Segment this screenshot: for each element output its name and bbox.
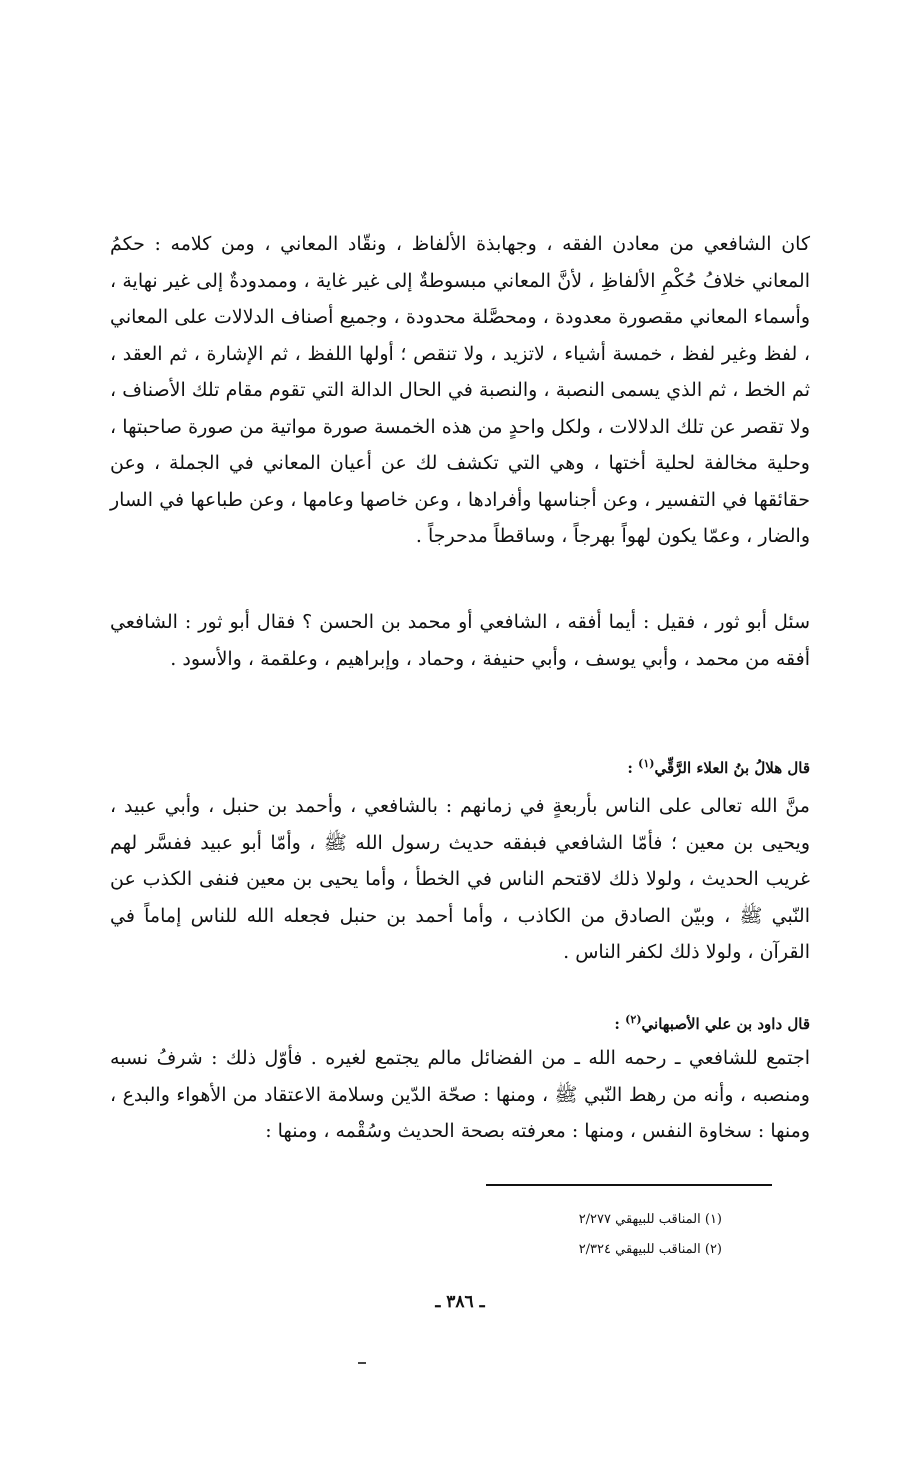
heading-text: قال داود بن علي الأصبهاني — [641, 1015, 810, 1033]
section-heading-hilal — [110, 752, 810, 780]
footnote-separator — [486, 1184, 772, 1186]
heading-colon: : — [614, 1015, 626, 1033]
footnote-1: (١) المناقب للبيهقي ٢/٢٧٧ — [578, 1212, 722, 1227]
heading-text: قال هلالُ بنُ العلاء الرَّقِّي — [654, 759, 810, 777]
paragraph-abu-thawr: سئل أبو ثور ، فقيل : أيما أفقه ، الشافعي أو محمد بن الحسن ؟ فقال أبو ثور : الشافعي أفقه من محمد ، وأبي يوسف ، وأبي حنيفة ، وحماد ، وإبراهيم ، وعلقمة ، والأسود . — [110, 611, 810, 670]
paragraph-dawud-quote: اجتمع للشافعي ـ رحمه الله ـ من الفضائل مالم يجتمع لغيره . فأوّل ذلك : شرفُ نسبه ومنصبه ، وأنه من رهط النّبي ﷺ ، ومنها : صحّة الدّين وسلامة الاعتقاد من الأهواء والبدع ، ومنها : سخاوة النفس ، ومنها : معرفته بصحة الحديث وسُقْمه ، ومنها : — [110, 1047, 810, 1142]
scan-mark — [358, 1362, 366, 1364]
heading-colon: : — [627, 759, 639, 777]
footnote-2: (٢) المناقب للبيهقي ٢/٣٢٤ — [578, 1242, 722, 1257]
footnote-ref[interactable]: (٢) — [625, 1013, 642, 1026]
paragraph-shafii-sayings: كان الشافعي من معادن الفقه ، وجهابذة الألفاظ ، ونقّاد المعاني ، ومن كلامه : حكمُ المعاني خلافُ حُكْمِ الألفاظِ ، لأنَّ المعاني مبسوطةٌ إلى غير غاية ، وممدودةٌ إلى غير نهاية ، وأسماء المعاني مقصورة معدودة ، ومحصَّلة محدودة ، وجميع أصناف الدلالات على المعاني ، لفظ وغير لفظ ، خمسة أشياء ، لاتزيد ، ولا تنقص ؛ أولها اللفظ ، ثم الإشارة ، ثم العقد ، ثم الخط ، ثم الذي يسمى النصبة ، والنصبة في الحال الدالة التي تقوم مقام تلك الأصناف ، ولا تقصر عن تلك الدلالات ، ولكل واحدٍ من هذه الخمسة صورة مواتية من صورة صاحبتها ، وحلية مخالفة لحلية أختها ، وهي التي تكشف لك عن أعيان المعاني في الجملة ، وعن حقائقها في التفسير ، وعن أجناسها وأفرادها ، وعن خاصها وعامها ، وعن طباعها في السار والضار ، وعمّا يكون لهواً بهرجاً ، وساقطاً مدحرجاً . — [110, 233, 810, 547]
footnote-ref[interactable]: (١) — [638, 757, 655, 770]
section-heading-dawud — [110, 1008, 810, 1036]
paragraph-hilal-quote: منَّ الله تعالى على الناس بأربعةٍ في زمانهم : بالشافعي ، وأحمد بن حنبل ، وأبي عبيد ، ويحيى بن معين ؛ فأمّا الشافعي فبفقه حديث رسول الله ﷺ ، وأمّا أبو عبيد ففسَّر لهم غريب الحديث ، ولولا ذلك لاقتحم الناس في الخطأ ، وأما يحيى بن معين فنفى الكذب عن النّبي ﷺ ، وبيّن الصادق من الكاذب ، وأما أحمد بن حنبل فجعله الله للناس إماماً في القرآن ، ولولا ذلك لكفر الناس . — [110, 795, 810, 963]
page-number: ـ ٣٨٦ ـ — [435, 1292, 485, 1312]
